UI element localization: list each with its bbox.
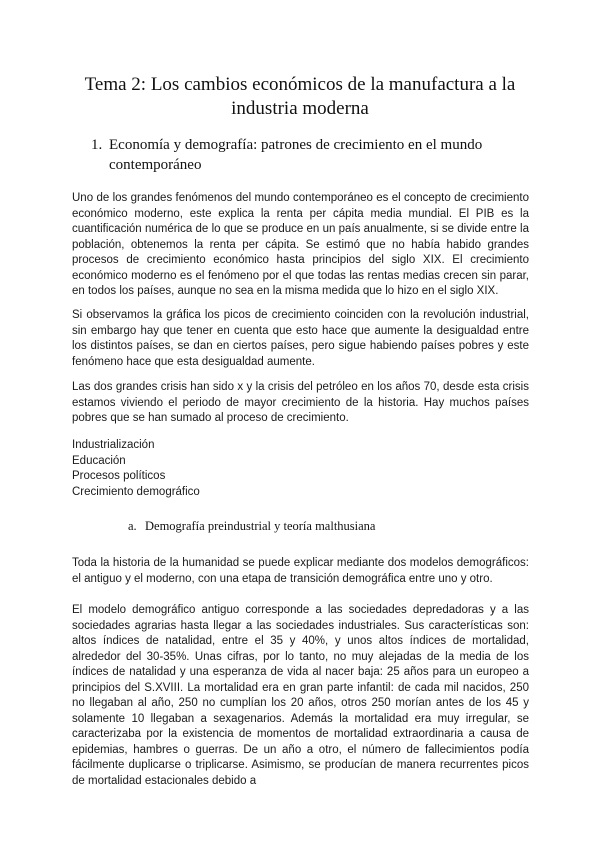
paragraph-modelos: Toda la historia de la humanidad se puede explicar mediante dos modelos demográficos: el antiguo y el moderno, con una etapa de transición demográfica entre uno y otro. xyxy=(72,557,529,585)
document-title: Tema 2: Los cambios económicos de la manufactura a la industria moderna xyxy=(84,74,516,119)
list-item: Procesos políticos xyxy=(72,470,166,482)
section-title: Economía y demografía: patrones de crecimiento en el mundo contemporáneo xyxy=(109,137,483,173)
paragraph-grafica: Si observamos la gráfica los picos de crecimiento coinciden con la revolución industrial, sin embargo hay que tener en cuenta que esto hace que aumente la desigualdad entre los distintos países, se dan en ciertos países, pero sigue habiendo países pobres y este fenómeno hace que esta desigualdad aumente. xyxy=(72,309,529,368)
section-heading xyxy=(91,135,521,175)
paragraph-modelo-antiguo: El modelo demográfico antiguo corresponde a las sociedades depredadoras y a las sociedades agrarias hasta llegar a las sociedades industriales. Sus características son: altos índices de natalidad, entre el 35 y 40%, y unos altos índices de mortalidad, alrededor del 30-35%. Unas cifras, por lo tanto, no muy alejadas de la media de los índices de natalidad y una esperanza de vida al nacer baja: 25 años para un europeo a principios del S.XVIII. La mortalidad era en gran parte infantil: de cada mil nacidos, 250 no llegaban al año, 250 no cumplían los 20 años, otros 250 morían antes de los 45 y solamente 10 llegaban a sexagenarios. Además la mortalidad era muy irregular, se caracterizaba por la existencia de momentos de mortalidad extraordinaria a causa de epidemias, hambres o guerras. De un año a otro, el número de fallecimientos podía fácilmente duplicarse o triplicarse. Asimismo, se producían de manera recurrentes picos de mortalidad estacionales debido a xyxy=(72,604,529,787)
list-item: Educación xyxy=(72,454,126,467)
paragraph-crecimiento: Uno de los grandes fenómenos del mundo contemporáneo es el concepto de crecimiento económico moderno, este explica la renta per cápita media mundial. El PIB es la cuantificación numérica de lo que se produce en un país anualmente, si se divide entre la población, obtenemos la renta per cápita. Se estimó que no había habido grandes procesos de crecimiento económico hasta principios del siglo XIX. El crecimiento económico moderno es el fenómeno por el que todas las rentas medias crecen sin parar, en todos los países, aunque no sea en la misma medida que lo hizo en el siglo XIX. xyxy=(72,192,529,297)
subsection-letter: a. xyxy=(128,519,137,533)
subsection-heading xyxy=(128,518,508,534)
section-number: 1. xyxy=(91,137,103,153)
factors-list xyxy=(72,438,372,500)
list-item: Industrialización xyxy=(72,439,155,451)
subsection-title: Demografía preindustrial y teoría malthusiana xyxy=(145,519,376,533)
paragraph-crisis: Las dos grandes crisis han sido x y la crisis del petróleo en los años 70, desde esta crisis estamos viviendo el periodo de mayor crecimiento de la historia. Hay muchos países pobres que se han sumado al proceso de crecimiento. xyxy=(72,381,529,424)
list-item: Crecimiento demográfico xyxy=(72,485,200,498)
